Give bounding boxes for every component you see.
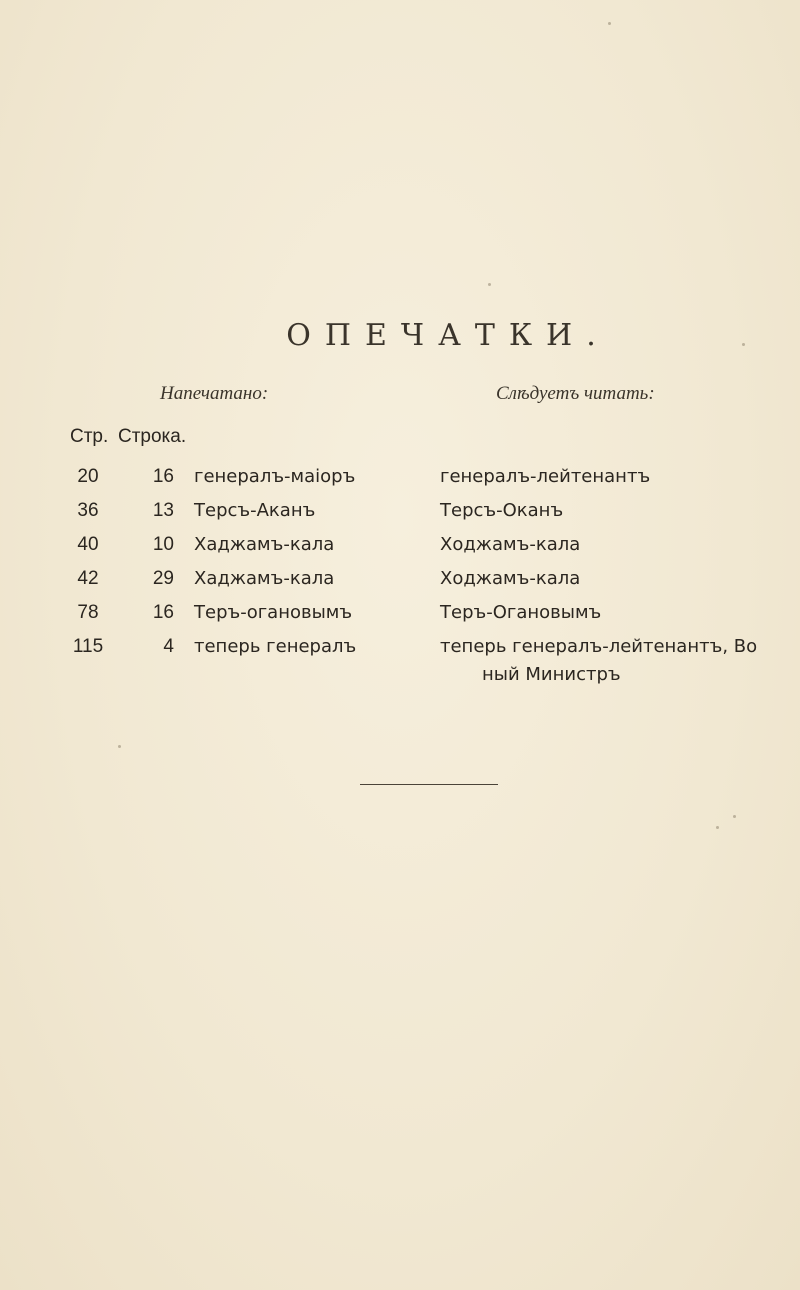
page-number: 40 <box>77 534 99 555</box>
page-title: ОПЕЧАТКИ. <box>286 318 610 353</box>
table-row <box>0 534 800 568</box>
page-number: 42 <box>77 568 99 589</box>
line-number: 4 <box>163 636 174 657</box>
printed-text: Хаджамъ-кала <box>194 568 335 589</box>
line-number: 13 <box>152 500 174 521</box>
line-number: 10 <box>152 534 174 555</box>
line-number: 16 <box>152 602 174 623</box>
closing-rule <box>360 784 498 785</box>
correct-text: Терсъ-Оканъ <box>440 500 564 521</box>
should-read-column-heading: Слѣдуетъ читать: <box>496 383 655 404</box>
line-number: 16 <box>152 466 174 487</box>
printed-text: Хаджамъ-кала <box>194 534 335 555</box>
page-column-header: Стр. <box>70 426 109 447</box>
correct-text: Ходжамъ-кала <box>440 568 581 589</box>
printed-text: теперь генералъ <box>194 636 357 657</box>
table-row <box>0 602 800 636</box>
printed-text: Теръ-огановымъ <box>194 602 353 623</box>
correct-text: теперь генералъ-лейтенантъ, Во <box>440 636 758 657</box>
table-row <box>0 500 800 534</box>
page-number: 36 <box>77 500 99 521</box>
page-number: 20 <box>77 466 99 487</box>
page-number: 78 <box>77 602 99 623</box>
correct-text: генералъ-лейтенантъ <box>440 466 651 487</box>
printed-text: Терсъ-Аканъ <box>194 500 316 521</box>
table-row <box>0 636 800 696</box>
line-number: 29 <box>152 568 174 589</box>
line-column-header: Строка. <box>118 426 187 447</box>
table-row <box>0 568 800 602</box>
correct-text: Теръ-Огановымъ <box>440 602 602 623</box>
correct-text-continuation: ный Министръ <box>482 664 621 685</box>
table-row <box>0 466 800 500</box>
printed-column-heading: Напечатано: <box>160 383 269 404</box>
correct-text: Ходжамъ-кала <box>440 534 581 555</box>
printed-text: генералъ-маіоръ <box>194 466 356 487</box>
page-number: 115 <box>72 636 104 657</box>
